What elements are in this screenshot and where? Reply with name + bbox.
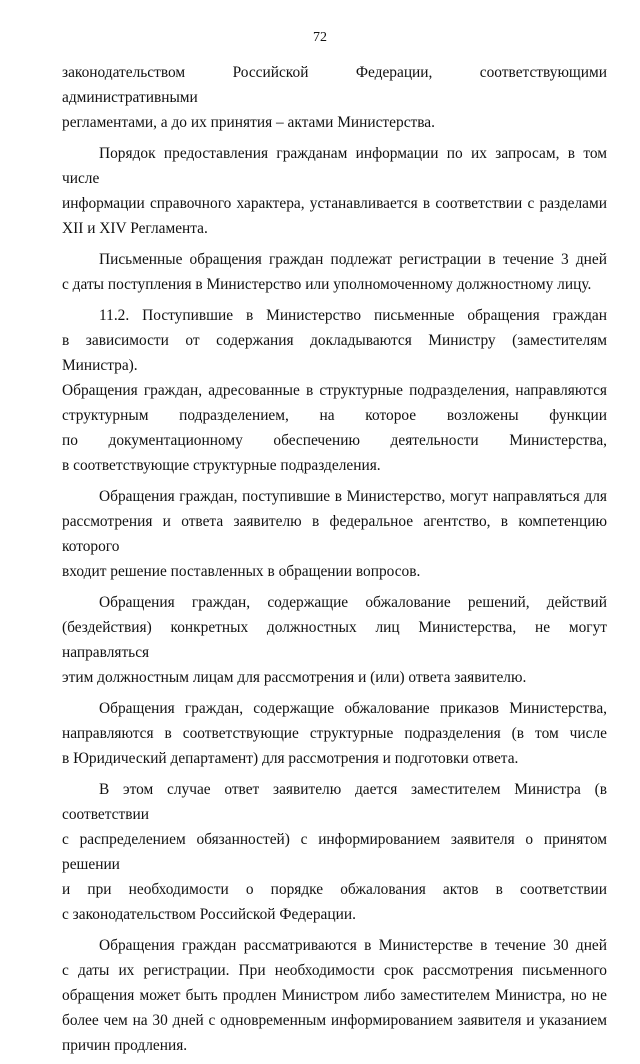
text-line: 11.2. Поступившие в Министерство письменные обращения граждан bbox=[99, 307, 607, 324]
text-line: Обращения граждан рассматриваются в Министерстве в течение 30 дней bbox=[99, 937, 607, 954]
text-line: с даты поступления в Министерство или уполномоченному должностному лицу. bbox=[62, 276, 592, 293]
text-line: причин продления. bbox=[62, 1037, 188, 1054]
text-line: Порядок предоставления гражданам информации по их запросам, в том числе bbox=[62, 145, 607, 187]
paragraph bbox=[62, 590, 607, 690]
paragraph bbox=[62, 303, 607, 478]
text-line: Обращения граждан, содержащие обжалование решений, действий bbox=[99, 594, 607, 611]
page-number: 72 bbox=[313, 30, 327, 45]
text-line: структурным подразделением, на которое возложены функции bbox=[62, 407, 607, 424]
text-line: в зависимости от содержания докладываются Министру (заместителям Министра). bbox=[62, 332, 607, 374]
text-line: в Юридический департамент) для рассмотрения и подготовки ответа. bbox=[62, 750, 519, 767]
paragraph bbox=[62, 60, 607, 135]
text-line: Обращения граждан, поступившие в Министерство, могут направляться для bbox=[99, 488, 607, 505]
document-body bbox=[62, 60, 607, 1064]
text-line: с даты их регистрации. При необходимости срок рассмотрения письменного bbox=[62, 962, 607, 979]
text-line: по документационному обеспечению деятельности Министерства, bbox=[62, 432, 607, 449]
text-line: Обращения граждан, адресованные в структурные подразделения, направляются bbox=[62, 382, 607, 399]
text-line: рассмотрения и ответа заявителю в федеральное агентство, в компетенцию которого bbox=[62, 513, 607, 555]
text-line: В этом случае ответ заявителю дается заместителем Министра (в соответствии bbox=[62, 781, 607, 823]
text-line: в соответствующие структурные подразделения. bbox=[62, 457, 381, 474]
text-line: с законодательством Российской Федерации. bbox=[62, 906, 356, 923]
text-line: более чем на 30 дней с одновременным информированием заявителя и указанием bbox=[62, 1012, 607, 1029]
text-line: направляются в соответствующие структурные подразделения (в том числе bbox=[62, 725, 607, 742]
paragraph bbox=[62, 484, 607, 584]
paragraph bbox=[62, 247, 607, 297]
paragraph bbox=[62, 696, 607, 771]
text-line: с распределением обязанностей) с информированием заявителя о принятом решении bbox=[62, 831, 607, 873]
text-line: XII и XIV Регламента. bbox=[62, 220, 208, 237]
text-line: этим должностным лицам для рассмотрения и (или) ответа заявителю. bbox=[62, 669, 527, 686]
text-line: и при необходимости о порядке обжалования актов в соответствии bbox=[62, 881, 607, 898]
text-line: информации справочного характера, устанавливается в соответствии с разделами bbox=[62, 195, 607, 212]
paragraph bbox=[62, 933, 607, 1058]
text-line: регламентами, а до их принятия – актами Министерства. bbox=[62, 114, 435, 131]
text-line: законодательством Российской Федерации, соответствующими административными bbox=[62, 64, 607, 106]
paragraph bbox=[62, 141, 607, 241]
text-line: Письменные обращения граждан подлежат регистрации в течение 3 дней bbox=[99, 251, 607, 268]
text-line: входит решение поставленных в обращении вопросов. bbox=[62, 563, 421, 580]
text-line: Обращения граждан, содержащие обжалование приказов Министерства, bbox=[99, 700, 607, 717]
text-line: (бездействия) конкретных должностных лиц Министерства, не могут направляться bbox=[62, 619, 607, 661]
text-line: обращения может быть продлен Министром либо заместителем Министра, но не bbox=[62, 987, 607, 1004]
